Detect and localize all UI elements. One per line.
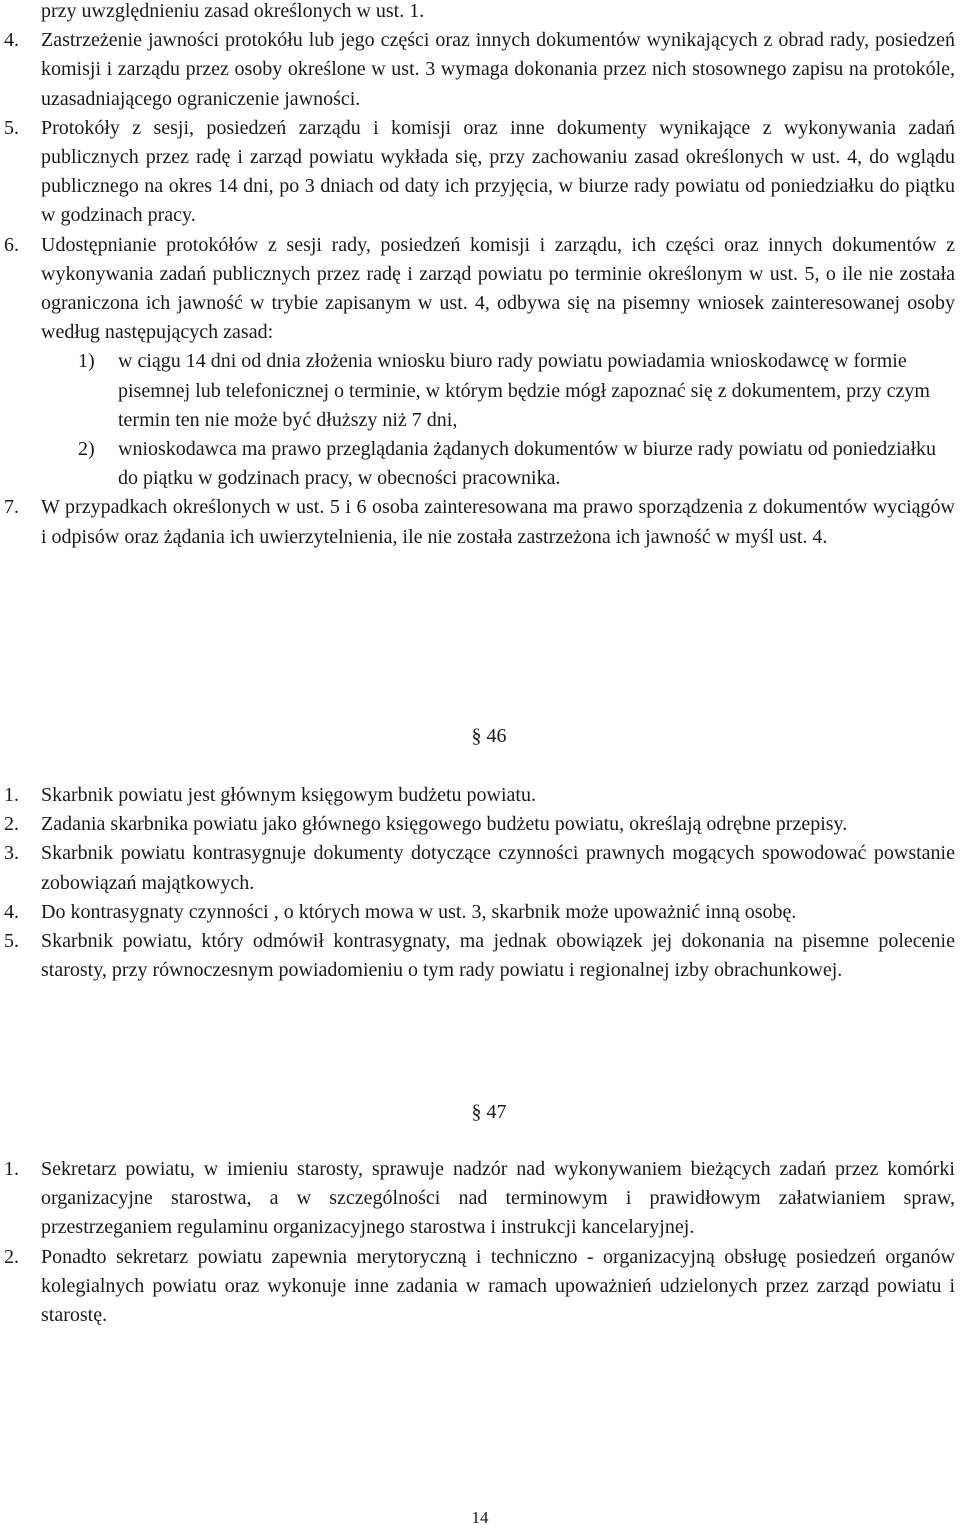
sub-item-number: 1)	[78, 350, 95, 373]
item-number: 5.	[4, 930, 19, 953]
section-heading-46: § 46	[471, 725, 507, 747]
list-item	[0, 231, 960, 348]
item-text: Protokóły z sesji, posiedzeń zarządu i komisji oraz inne dokumenty wynikające z wykonywania zadań publicznych przez radę i zarząd powiatu wykłada się, przy zachowaniu zasad określonych w ust. 4, do wglądu publicznego na okres 14 dni, po 3 dniach od daty ich przyjęcia, w biurze rady powiatu od poniedziałku do piątku w godzinach pracy.	[41, 116, 955, 227]
item-text: Skarbnik powiatu, który odmówił kontrasygnaty, ma jednak obowiązek jej dokonania na pisemne polecenie starosty, przy równoczesnym powiadomieniu o tym rady powiatu i regionalnej izby obrachunkowej.	[41, 930, 955, 982]
list-item	[0, 114, 960, 231]
sub-list-item	[0, 347, 960, 435]
item-text: Sekretarz powiatu, w imieniu starosty, sprawuje nadzór nad wykonywaniem bieżących zadań przez komórki organizacyjne starostwa, a w szczególności nad terminowym i prawidłowym załatwianiem spraw, przestrzeganiem regulaminu organizacyjnego starostwa i instrukcji kancelaryjnej.	[41, 1158, 955, 1239]
page-number: 14	[471, 1508, 489, 1527]
item-number: 5.	[4, 116, 19, 139]
section-46	[0, 781, 960, 985]
list-item	[0, 781, 960, 810]
section-47	[0, 1155, 960, 1330]
list-item	[0, 810, 960, 839]
list-item	[0, 839, 960, 897]
item-number: 2.	[4, 813, 19, 836]
item-number: 3.	[4, 842, 19, 865]
item-text: W przypadkach określonych w ust. 5 i 6 osoba zainteresowana ma prawo sporządzenia z dokumentów wyciągów i odpisów oraz żądania ich uwierzytelnienia, ile nie została zastrzeżona ich jawność w myśl ust. 4.	[41, 496, 955, 548]
item-number: 2.	[4, 1245, 19, 1268]
sub-list-item	[0, 435, 960, 493]
item-number: 1.	[4, 1158, 19, 1180]
item-text: Udostępnianie protokółów z sesji rady, posiedzeń komisji i zarządu, ich części oraz innych dokumentów z wykonywania zadań publicznych przez radę i zarząd powiatu po terminie określonym w ust. 5, o ile nie została ograniczona ich jawność w trybie zapisanym w ust. 4, odbywa się na pisemny wniosek zainteresowanej osoby według następujących zasad:	[41, 233, 955, 344]
section-heading-47: § 47	[471, 1101, 507, 1123]
item-text: Do kontrasygnaty czynności , o których mowa w ust. 3, skarbnik może upoważnić inną osobę.	[41, 900, 797, 923]
item-text: Zastrzeżenie jawności protokółu lub jego części oraz innych dokumentów wynikających z obrad rady, posiedzeń komisji i zarządu przez osoby określone w ust. 3 wymaga dokonania przez nich stosownego zapisu na protokóle, uzasadniającego ograniczenie jawności.	[41, 29, 955, 110]
item-text: Zadania skarbnika powiatu jako głównego księgowego budżetu powiatu, określają odrębne przepisy.	[41, 813, 848, 836]
section-45-continued	[0, 0, 960, 552]
item-text: Skarbnik powiatu kontrasygnuje dokumenty dotyczące czynności prawnych mogących spowodować powstanie zobowiązań majątkowych.	[41, 842, 955, 894]
list-item	[0, 898, 960, 927]
item-number: 1.	[4, 784, 19, 806]
list-item	[0, 26, 960, 114]
item-text: Skarbnik powiatu jest głównym księgowym budżetu powiatu.	[41, 784, 536, 806]
sub-item-text: w ciągu 14 dni od dnia złożenia wniosku biuro rady powiatu powiadamia wnioskodawcę w formie pisemnej lub telefonicznej o terminie, w którym będzie mógł zapoznać się z dokumentem, przy czym termin ten nie może być dłuższy niż 7 dni,	[118, 350, 930, 431]
list-item	[0, 493, 960, 551]
paragraph-fragment: przy uwzględnieniu zasad określonych w ust. 1.	[41, 0, 425, 22]
list-item	[0, 1243, 960, 1331]
sub-item-text: wnioskodawca ma prawo przeglądania żądanych dokumentów w biurze rady powiatu od poniedziałku do piątku w godzinach pracy, w obecności pracownika.	[118, 438, 937, 490]
item-number: 6.	[4, 233, 19, 256]
item-number: 7.	[4, 496, 19, 519]
list-item	[0, 1155, 960, 1243]
item-text: Ponadto sekretarz powiatu zapewnia merytoryczną i techniczno - organizacyjną obsługę posiedzeń organów kolegialnych powiatu oraz wykonuje inne zadania w ramach upoważnień udzielonych przez zarząd powiatu i starostę.	[41, 1245, 955, 1327]
sub-item-number: 2)	[78, 438, 95, 461]
item-number: 4.	[4, 900, 19, 923]
item-number: 4.	[4, 29, 19, 52]
list-item	[0, 927, 960, 985]
